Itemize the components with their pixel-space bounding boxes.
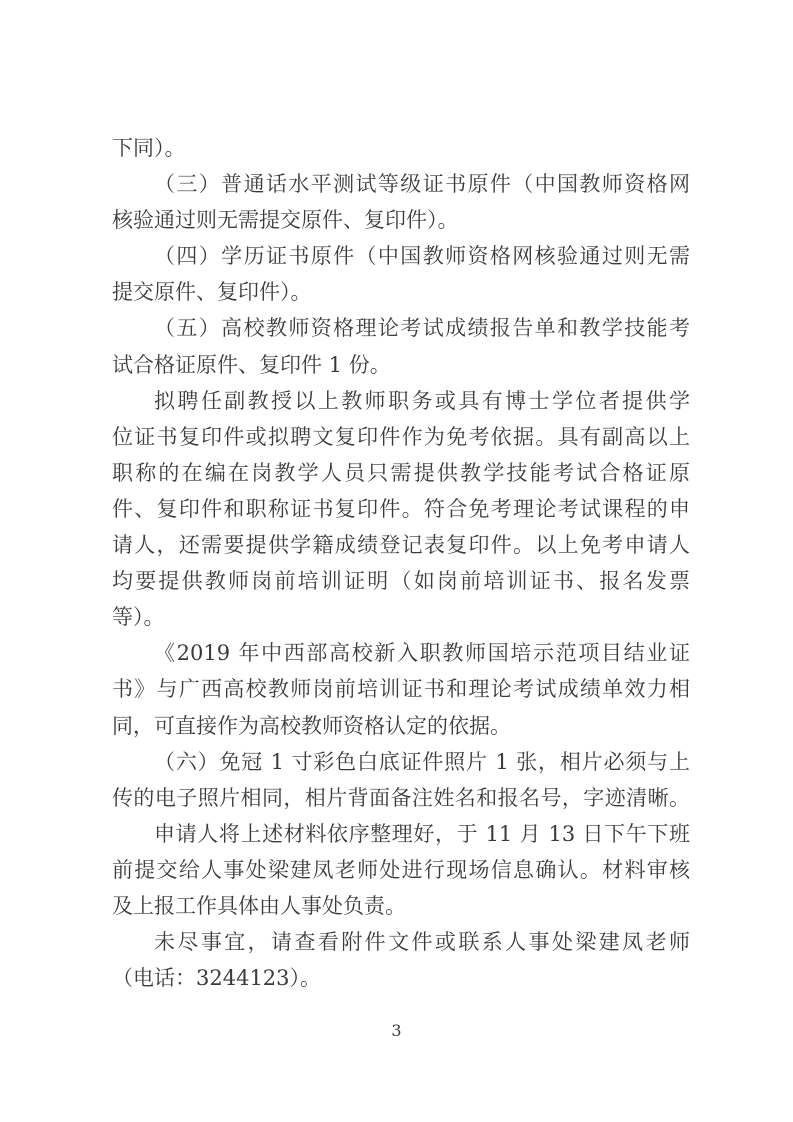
page-number: 3 xyxy=(391,1021,402,1040)
text-line: 及上报工作具体由人事处负责。 xyxy=(112,893,406,918)
text-line: 未尽事宜，请查看附件文件或联系人事处梁建凤老师 xyxy=(154,930,690,955)
text-line: （五）高校教师资格理论考试成绩报告单和教学技能考 xyxy=(154,316,690,341)
text-line: 均要提供教师岗前培训证明（如岗前培训证书、报名发票 xyxy=(112,569,690,594)
text-line: 传的电子照片相同，相片背面备注姓名和报名号，字迹清晰。 xyxy=(112,785,690,810)
text-line: （三）普通话水平测试等级证书原件（中国教师资格网 xyxy=(154,172,690,197)
text-line: 《2019 年中西部高校新入职教师国培示范项目结业证 xyxy=(154,641,690,666)
document-body xyxy=(112,130,690,996)
text-line: （电话：3244123）。 xyxy=(112,966,322,991)
text-line: 申请人将上述材料依序整理好，于 11 月 13 日下午下班 xyxy=(154,821,690,846)
text-line: 前提交给人事处梁建凤老师处进行现场信息确认。材料审核 xyxy=(112,857,690,882)
text-line: 试合格证原件、复印件 1 份。 xyxy=(112,352,391,377)
text-line: 等）。 xyxy=(112,605,165,630)
text-line: 位证书复印件或拟聘文复印件作为免考依据。具有副高以上 xyxy=(112,424,690,449)
text-line: 件、复印件和职称证书复印件。符合免考理论考试课程的申 xyxy=(112,496,690,521)
text-line: 同，可直接作为高校教师资格认定的依据。 xyxy=(112,713,511,738)
text-line: 核验通过则无需提交原件、复印件）。 xyxy=(112,208,459,233)
text-line: 书》与广西高校教师岗前培训证书和理论考试成绩单效力相 xyxy=(112,677,690,702)
text-line: 拟聘任副教授以上教师职务或具有博士学位者提供学 xyxy=(154,388,690,413)
text-line: （四）学历证书原件（中国教师资格网核验通过则无需 xyxy=(154,244,690,269)
text-line: 提交原件、复印件）。 xyxy=(112,280,312,305)
text-line: 下同）。 xyxy=(112,136,186,160)
text-line: 请人，还需要提供学籍成绩登记表复印件。以上免考申请人 xyxy=(112,533,690,558)
text-line: （六）免冠 1 寸彩色白底证件照片 1 张，相片必须与上 xyxy=(154,749,690,774)
text-line: 职称的在编在岗教学人员只需提供教学技能考试合格证原 xyxy=(112,460,690,485)
